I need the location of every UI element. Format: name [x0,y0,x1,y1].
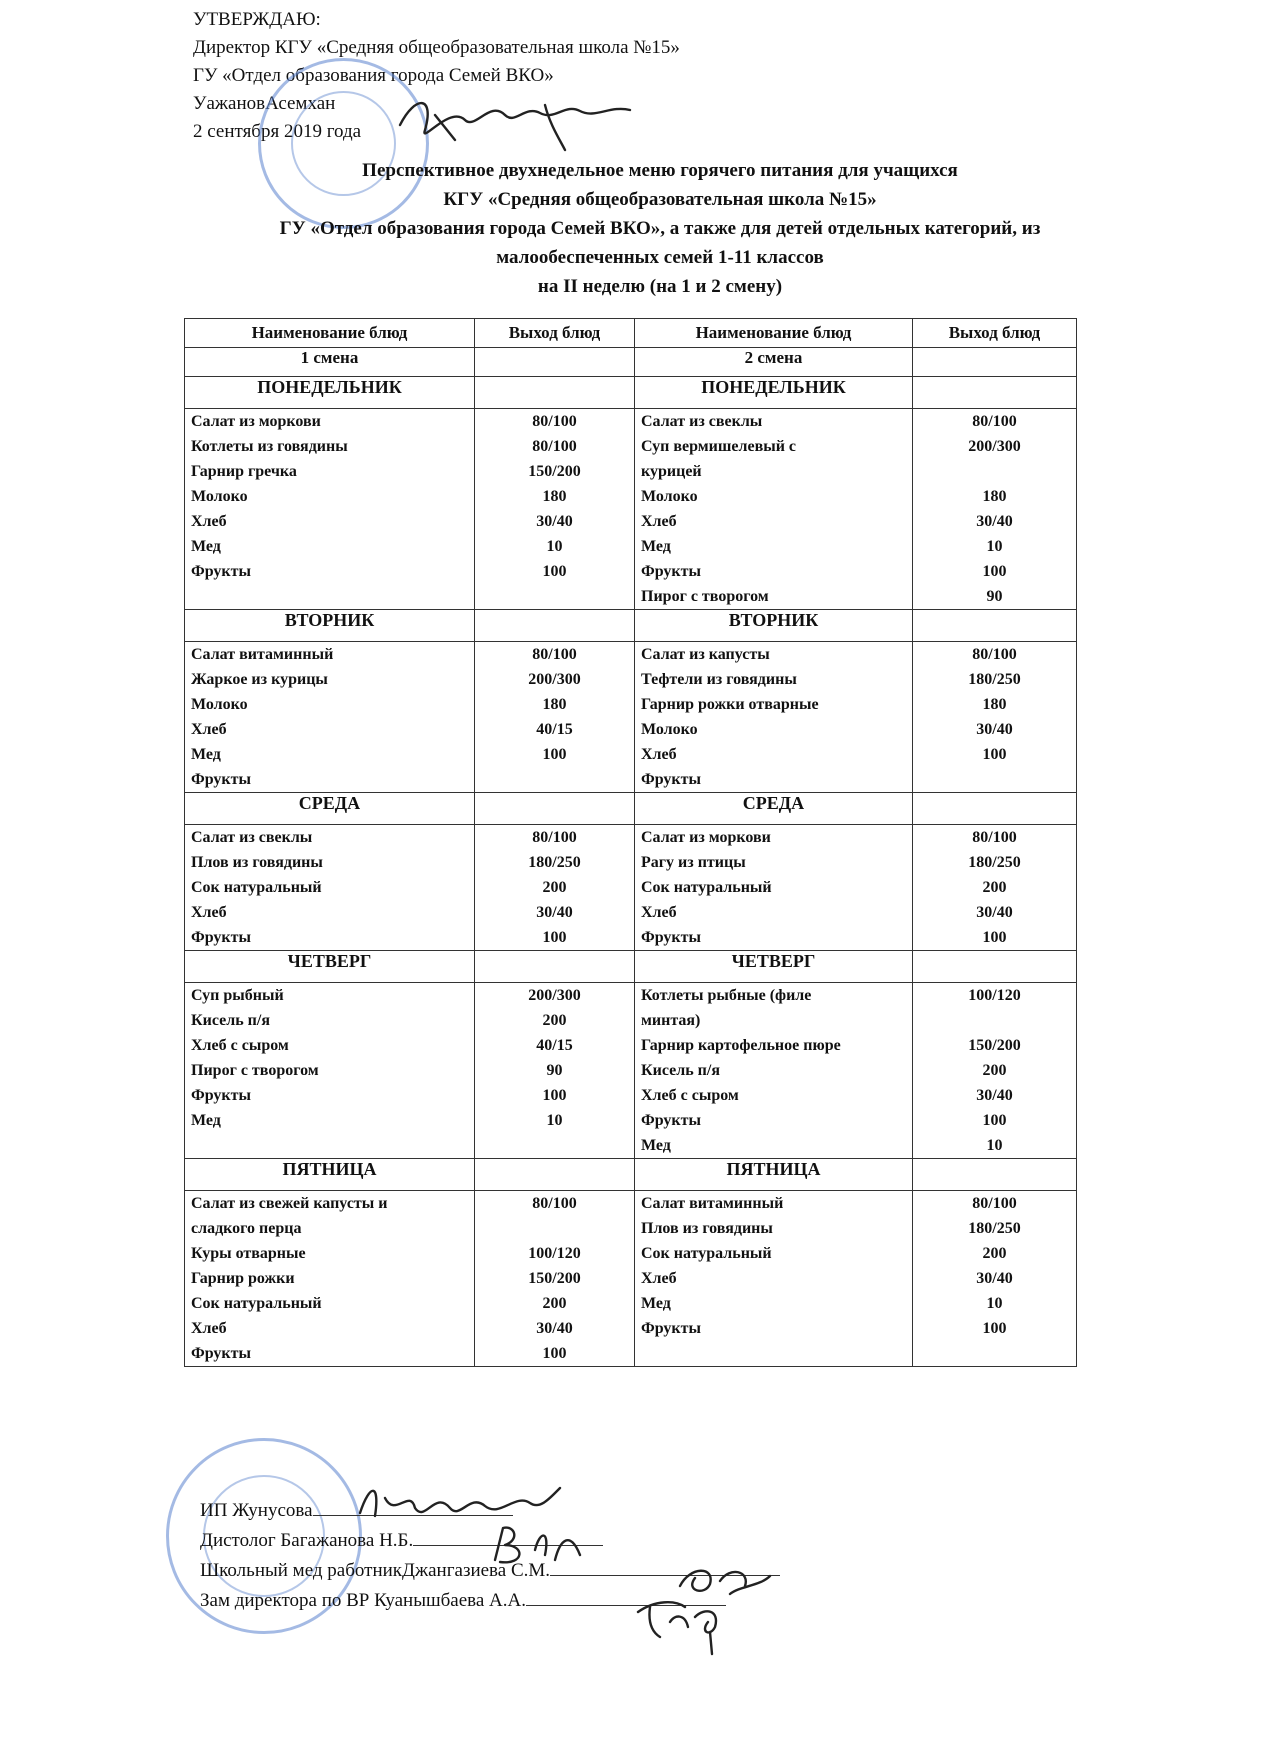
menu-table [184,318,1077,1367]
dish-list-shift-1 [185,642,475,793]
signature-bagazhanova [485,1520,595,1570]
dish-output: 200 [542,879,567,896]
dish-output: 100 [982,929,1007,946]
day-name-shift-1: СРЕДА [185,793,475,825]
dish-output: 80/100 [972,413,1017,430]
day-header-row [185,1159,1077,1191]
dish-name: Фрукты [641,1320,701,1337]
dish-list-shift-1 [185,983,475,1159]
day-empty-2 [913,1159,1077,1191]
dish-output [481,1216,628,1241]
dish-output: 200 [542,1295,567,1312]
dish-name: Фрукты [641,1112,701,1129]
dish-name: Фрукты [641,771,701,788]
dish-output: 40/15 [536,721,573,738]
dish-output: 150/200 [528,463,581,480]
dish-name: Сок натуральный [641,1245,772,1262]
title-line-3: ГУ «Отдел образования города Семей ВКО», а также для детей отдельных категорий, из [279,218,1041,239]
dish-name: Сок натуральный [191,1295,322,1312]
dish-name: Салат витаминный [641,1195,784,1212]
dish-name: Хлеб [191,513,227,530]
output-list-shift-2 [913,409,1077,610]
dish-list-shift-1 [185,1191,475,1367]
shift-2-label: 2 смена [635,348,913,377]
signature-name-4: Зам директора по ВР Куанышбаева А.А. [200,1590,526,1611]
dish-name: Хлеб [191,904,227,921]
dish-output: 10 [986,1137,1003,1154]
output-list-shift-2 [913,825,1077,951]
dish-output: 80/100 [972,829,1017,846]
dish-output: 100 [982,746,1007,763]
dish-output: 180/250 [968,854,1021,871]
dish-output: 90 [986,588,1003,605]
dish-name: Хлеб [191,1320,227,1337]
day-name-shift-2: ЧЕТВЕРГ [635,951,913,983]
day-menu-row [185,409,1077,610]
dish-name: Плов из говядины [641,1220,773,1237]
output-list-shift-1 [475,642,635,793]
dish-name: Салат из свежей капусты и [191,1195,388,1212]
dish-name: Мед [191,538,221,555]
dish-output: 200/300 [968,438,1021,455]
dish-output [919,1008,1070,1033]
dish-name: Салат из капусты [641,646,770,663]
day-name-shift-2: ВТОРНИК [635,610,913,642]
day-empty-1 [475,793,635,825]
dish-name: Фрукты [641,929,701,946]
dish-name: Фрукты [191,563,251,580]
output-list-shift-2 [913,1191,1077,1367]
dish-name: Хлеб [641,513,677,530]
day-header-row [185,377,1077,409]
dish-list-shift-2 [635,825,913,951]
dish-name: Мед [641,538,671,555]
dish-name: Молоко [641,488,698,505]
dish-name: Суп вермишелевый с [641,438,797,455]
dish-output: 30/40 [536,904,573,921]
output-list-shift-1 [475,983,635,1159]
day-header-row [185,793,1077,825]
header-dish-2: Наименование блюд [635,319,913,348]
dish-name: минтая) [641,1012,701,1029]
dish-name: Куры отварные [191,1245,306,1262]
day-menu-row [185,983,1077,1159]
dish-output: 100 [542,746,567,763]
dish-output: 180 [542,696,567,713]
dish-output: 30/40 [976,1087,1013,1104]
dish-name: Хлеб [641,1270,677,1287]
dish-output: 150/200 [968,1037,1021,1054]
dish-output: 80/100 [972,646,1017,663]
dish-output: 90 [546,1062,563,1079]
day-menu-row [185,1191,1077,1367]
dish-output: 80/100 [972,1195,1017,1212]
shift-1-label: 1 смена [185,348,475,377]
day-empty-1 [475,951,635,983]
dish-output: 180/250 [968,1220,1021,1237]
dish-name: Рагу из птицы [641,854,746,871]
dish-name: Гарнир рожки отварные [641,696,819,713]
dish-output: 180/250 [968,671,1021,688]
dish-output: 100/120 [528,1245,581,1262]
dish-name: Кисель п/я [191,1012,270,1029]
dish-name: Салат из моркови [191,413,321,430]
dish-name: Молоко [641,721,698,738]
dish-output: 30/40 [976,1270,1013,1287]
dish-output: 80/100 [532,438,577,455]
day-menu-row [185,642,1077,793]
dish-output: 180 [982,488,1007,505]
dish-output: 30/40 [976,513,1013,530]
day-name-shift-1: ПЯТНИЦА [185,1159,475,1191]
day-empty-1 [475,610,635,642]
dish-name: Салат витаминный [191,646,334,663]
dish-output: 80/100 [532,829,577,846]
day-header-row [185,610,1077,642]
dish-name: Сок натуральный [641,879,772,896]
dish-output: 150/200 [528,1270,581,1287]
dish-output: 100/120 [968,987,1021,1004]
dish-output: 180 [982,696,1007,713]
dish-name: Салат из моркови [641,829,771,846]
approval-department: ГУ «Отдел образования города Семей ВКО» [193,65,554,86]
shift-1-empty [475,348,635,377]
dish-output: 30/40 [536,1320,573,1337]
dish-output: 200 [982,879,1007,896]
dish-name: Хлеб [641,904,677,921]
dish-name: Мед [641,1295,671,1312]
title-line-1: Перспективное двухнедельное меню горячего питания для учащихся [362,160,958,181]
dish-name: Хлеб [191,721,227,738]
dish-name: Плов из говядины [191,854,323,871]
day-empty-2 [913,610,1077,642]
dish-name: Кисель п/я [641,1062,720,1079]
dish-name: Молоко [191,696,248,713]
dish-name: Мед [191,746,221,763]
dish-output: 100 [982,1112,1007,1129]
dish-output: 200 [542,1012,567,1029]
dish-output: 10 [546,538,563,555]
dish-output: 30/40 [976,904,1013,921]
dish-output: 10 [986,538,1003,555]
dish-output: 180/250 [528,854,581,871]
dish-output: 180 [542,488,567,505]
dish-list-shift-2 [635,642,913,793]
approval-date: 2 сентября 2019 года [193,121,362,142]
dish-output: 200 [982,1245,1007,1262]
day-name-shift-1: ВТОРНИК [185,610,475,642]
day-name-shift-2: ПОНЕДЕЛЬНИК [635,377,913,409]
header-output-2: Выход блюд [913,319,1077,348]
title-line-5: на II неделю (на 1 и 2 смену) [537,276,783,297]
dish-list-shift-2 [635,983,913,1159]
director-signature [395,85,635,155]
dish-name: Хлеб с сыром [191,1037,289,1054]
output-list-shift-1 [475,409,635,610]
dish-output [481,767,628,792]
day-menu-row [185,825,1077,951]
approval-name: УажановАсемхан [193,93,336,114]
shift-row [185,348,1077,377]
dish-name: Жаркое из курицы [191,671,328,688]
dish-list-shift-2 [635,1191,913,1367]
signature-name-2: Дистолог Багажанова Н.Б. [200,1530,414,1551]
dish-name: Пирог с творогом [191,1062,319,1079]
dish-output: 100 [982,563,1007,580]
day-empty-1 [475,1159,635,1191]
dish-name: Молоко [191,488,248,505]
header-output-1: Выход блюд [475,319,635,348]
dish-output: 80/100 [532,1195,577,1212]
dish-list-shift-1 [185,409,475,610]
dish-name: Тефтели из говядины [641,671,797,688]
day-empty-2 [913,951,1077,983]
output-list-shift-1 [475,1191,635,1367]
output-list-shift-1 [475,825,635,951]
dish-name: Фрукты [191,1345,251,1362]
dish-output: 80/100 [532,646,577,663]
dish-name: сладкого перца [191,1220,302,1237]
dish-output: 200 [982,1062,1007,1079]
title-line-4: малообеспеченных семей 1-11 классов [496,247,824,268]
table-header-row [185,319,1077,348]
dish-name: Котлеты из говядины [191,438,348,455]
day-name-shift-1: ЧЕТВЕРГ [185,951,475,983]
dish-output: 10 [546,1112,563,1129]
dish-name: Салат из свеклы [641,413,763,430]
day-empty-2 [913,377,1077,409]
day-header-row [185,951,1077,983]
dish-name: Салат из свеклы [191,829,313,846]
dish-name: Фрукты [191,929,251,946]
dish-output: 100 [542,929,567,946]
dish-list-shift-1 [185,825,475,951]
signature-name-3: Школьный мед работникДжангазиева С.М. [200,1560,551,1581]
dish-name: курицей [641,463,702,480]
dish-list-shift-2 [635,409,913,610]
dish-output [919,459,1070,484]
signature-name-1: ИП Жунусова [200,1500,313,1521]
dish-name: Суп рыбный [191,987,284,1004]
dish-output [919,767,1070,792]
dish-output: 200/300 [528,987,581,1004]
dish-name: Сок натуральный [191,879,322,896]
dish-name: Гарнир гречка [191,463,297,480]
dish-output: 10 [986,1295,1003,1312]
dish-name: Фрукты [191,1087,251,1104]
day-name-shift-1: ПОНЕДЕЛЬНИК [185,377,475,409]
dish-name: Гарнир рожки [191,1270,295,1287]
dish-name: Котлеты рыбные (филе [641,987,812,1004]
title-line-2: КГУ «Средняя общеобразовательная школа №15» [443,189,877,210]
dish-name: Пирог с творогом [641,588,769,605]
document-title [180,156,1140,301]
dish-output: 100 [542,1087,567,1104]
dish-output: 200/300 [528,671,581,688]
dish-name: Мед [641,1137,671,1154]
dish-name: Хлеб с сыром [641,1087,739,1104]
dish-output: 100 [982,1320,1007,1337]
dish-output: 40/15 [536,1037,573,1054]
dish-output: 100 [542,1345,567,1362]
day-name-shift-2: СРЕДА [635,793,913,825]
day-empty-2 [913,793,1077,825]
header-dish-1: Наименование блюд [185,319,475,348]
dish-output: 80/100 [532,413,577,430]
dish-output: 30/40 [536,513,573,530]
dish-name: Хлеб [641,746,677,763]
dish-output: 30/40 [976,721,1013,738]
output-list-shift-2 [913,642,1077,793]
dish-name: Мед [191,1112,221,1129]
dish-name: Гарнир картофельное пюре [641,1037,841,1054]
dish-output: 100 [542,563,567,580]
dish-name: Фрукты [641,563,701,580]
day-name-shift-2: ПЯТНИЦА [635,1159,913,1191]
approval-heading: УТВЕРЖДАЮ: [193,9,321,30]
signature-kuanyshbaeva [630,1592,740,1657]
dish-name: Фрукты [191,771,251,788]
shift-2-empty [913,348,1077,377]
approval-director: Директор КГУ «Средняя общеобразовательная школа №15» [193,37,680,58]
output-list-shift-2 [913,983,1077,1159]
day-empty-1 [475,377,635,409]
